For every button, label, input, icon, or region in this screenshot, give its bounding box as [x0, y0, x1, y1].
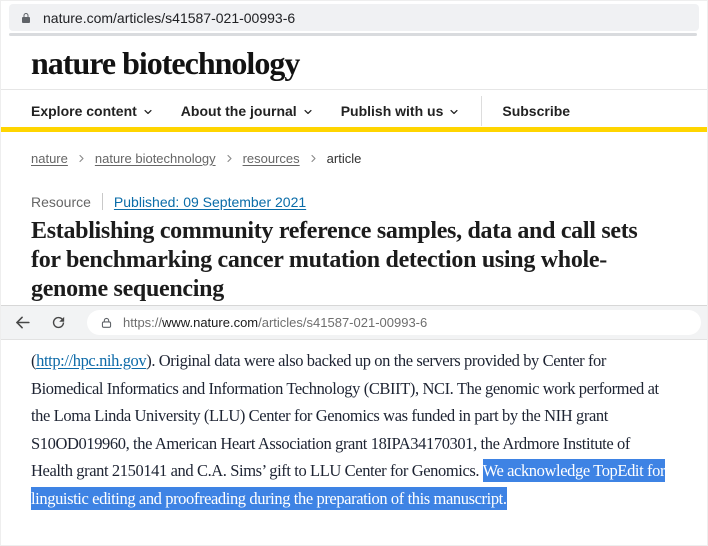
hpc-nih-link[interactable]: http://hpc.nih.gov — [36, 351, 147, 370]
nav-about-the-journal[interactable] — [181, 103, 313, 119]
back-button[interactable] — [7, 308, 37, 338]
url-domain: www.nature.com — [162, 315, 259, 330]
lock-icon[interactable] — [20, 11, 32, 25]
chevron-down-icon — [449, 107, 459, 117]
nav-label: Subscribe — [502, 102, 571, 119]
viewport-edge — [9, 33, 697, 36]
header-divider — [1, 89, 708, 90]
paragraph-text: ( — [31, 351, 37, 370]
address-bar[interactable] — [9, 4, 699, 31]
article-meta — [31, 193, 306, 210]
nav-label: About the journal — [180, 102, 297, 119]
breadcrumb-nature-biotechnology[interactable]: nature biotechnology — [94, 151, 216, 166]
article-title: Establishing community reference samples, data and call sets for benchmarking cancer mutation detection using whole-genome sequencing — [31, 218, 638, 302]
chevron-right-icon — [77, 154, 86, 163]
accent-bar — [1, 127, 708, 132]
site-nav — [31, 95, 598, 126]
article-type-label: Resource — [31, 193, 91, 210]
overlay-address-bar[interactable] — [87, 310, 701, 335]
breadcrumb-article: article — [326, 151, 362, 166]
lock-icon[interactable] — [100, 316, 113, 330]
nav-publish-with-us[interactable] — [341, 103, 460, 119]
url-text: nature.com/articles/s41587-021-00993-6 — [43, 9, 296, 26]
url-path: /articles/s41587-021-00993-6 — [258, 315, 428, 330]
chevron-right-icon — [225, 154, 234, 163]
published-date-link[interactable]: Published: 09 September 2021 — [113, 193, 307, 210]
nav-divider — [481, 96, 482, 126]
breadcrumb-nature[interactable]: nature — [31, 151, 68, 166]
url-scheme: https:// — [123, 315, 163, 330]
nav-subscribe[interactable] — [502, 103, 570, 119]
chevron-down-icon — [303, 107, 313, 117]
acknowledgement-paragraph — [31, 347, 672, 512]
meta-divider — [102, 193, 103, 210]
chevron-right-icon — [309, 154, 318, 163]
nav-label: Explore content — [31, 102, 137, 119]
reload-button[interactable] — [43, 308, 73, 338]
nav-explore-content[interactable] — [31, 103, 153, 119]
url-text — [123, 315, 427, 330]
breadcrumb-resources[interactable]: resources — [242, 151, 300, 166]
paragraph-text: ). Original data were also backed up on the servers provided by Center for Biomedical Informatics and Information Technology (CBIIT), NCI. The genomic work performed at the Loma Linda University (LLU) Center for Genomics was funded in part by the NIH grant S10OD019960, the American Heart Association grant 18IPA34170301, the Ardmore Institute of Health grant 2150141 and C.A. Sims’ gift to LLU Center for Genomics. — [31, 351, 659, 480]
chevron-down-icon — [143, 107, 153, 117]
nav-label: Publish with us — [340, 102, 444, 119]
journal-logo[interactable]: nature biotechnology — [31, 45, 300, 81]
overlay-browser-toolbar — [1, 305, 708, 340]
breadcrumb — [31, 151, 361, 166]
selected-text: We acknowledge TopEdit for linguistic editing and proofreading during the preparation of this manuscript. — [31, 461, 666, 508]
